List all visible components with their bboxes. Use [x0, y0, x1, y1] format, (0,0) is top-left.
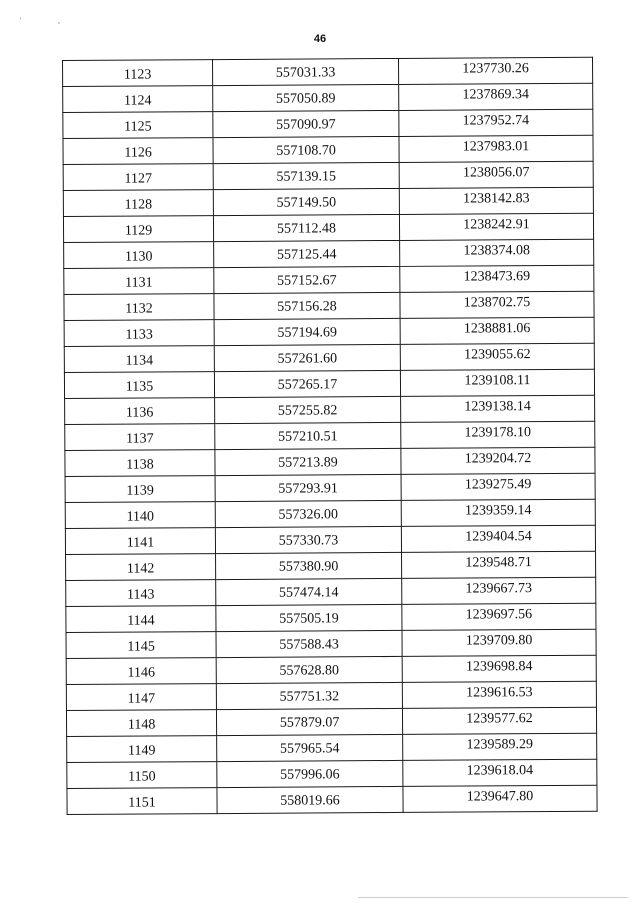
cell-text: 1239138.14	[464, 398, 531, 415]
cell-text: 557194.69	[277, 324, 337, 341]
table-row	[64, 343, 594, 372]
cell-text: 1137	[126, 430, 154, 447]
x-coordinate-cell	[213, 162, 399, 189]
table-row	[65, 525, 595, 554]
y-coordinate-cell	[399, 109, 593, 136]
x-coordinate-cell	[217, 760, 403, 787]
x-coordinate-cell	[216, 630, 402, 657]
cell-text: 1148	[127, 716, 156, 733]
cell-text: 1237869.34	[462, 86, 530, 103]
cell-text: 557380.90	[278, 558, 339, 575]
x-coordinate-cell	[213, 136, 399, 163]
x-coordinate-cell	[215, 396, 401, 423]
cell-text: 1146	[127, 664, 156, 681]
table-row	[65, 395, 595, 424]
cell-text: 557149.50	[276, 194, 337, 211]
y-coordinate-cell	[402, 603, 596, 630]
y-coordinate-cell	[401, 421, 595, 448]
y-coordinate-cell	[403, 733, 597, 760]
x-coordinate-cell	[216, 578, 402, 605]
y-coordinate-cell	[401, 525, 595, 552]
cell-text: 1141	[126, 534, 155, 551]
y-coordinate-cell	[401, 395, 595, 422]
x-coordinate-cell	[214, 318, 400, 345]
cell-text: 557125.44	[276, 246, 337, 263]
cell-text: 1239618.04	[466, 762, 534, 779]
x-coordinate-cell	[215, 448, 401, 475]
x-coordinate-cell	[213, 188, 399, 215]
y-coordinate-cell	[401, 499, 595, 526]
cell-text: 1239589.29	[466, 736, 533, 753]
x-coordinate-cell	[215, 526, 401, 553]
cell-text: 1237730.26	[462, 60, 529, 77]
y-coordinate-cell	[399, 161, 593, 188]
x-coordinate-cell	[215, 500, 401, 527]
table-row	[63, 57, 593, 86]
y-coordinate-cell	[399, 83, 593, 110]
point-number-cell	[65, 476, 215, 503]
point-number-cell	[63, 216, 213, 243]
x-coordinate-cell	[216, 604, 402, 631]
cell-text: 1239548.71	[465, 554, 532, 571]
scan-edge-line	[358, 897, 628, 898]
point-number-cell	[67, 788, 217, 815]
cell-text: 557628.80	[279, 662, 340, 679]
point-number-cell	[63, 138, 213, 165]
point-number-cell	[64, 372, 214, 399]
cell-text: 1135	[125, 378, 154, 395]
cell-text: 1124	[123, 92, 152, 109]
cell-text: 557108.70	[276, 142, 336, 159]
table-row	[63, 213, 593, 242]
table-row	[66, 655, 596, 684]
x-coordinate-cell	[214, 292, 400, 319]
y-coordinate-cell	[400, 317, 594, 344]
cell-text: 1238142.83	[463, 190, 530, 207]
x-coordinate-cell	[214, 266, 400, 293]
y-coordinate-cell	[400, 239, 594, 266]
x-coordinate-cell	[215, 422, 401, 449]
cell-text: 557210.51	[278, 428, 338, 445]
y-coordinate-cell	[402, 551, 596, 578]
point-number-cell	[67, 736, 217, 763]
table-row	[66, 681, 596, 710]
cell-text: 1123	[123, 66, 152, 83]
point-number-cell	[66, 658, 216, 685]
y-coordinate-cell	[400, 369, 594, 396]
cell-text: 1238374.08	[463, 242, 530, 259]
cell-text: 557213.89	[278, 454, 338, 471]
cell-text: 557505.19	[279, 610, 339, 627]
cell-text: 557156.28	[277, 298, 337, 315]
x-coordinate-cell	[217, 786, 403, 813]
point-number-cell	[64, 294, 214, 321]
cell-text: 1239577.62	[466, 710, 533, 727]
x-coordinate-cell	[216, 552, 402, 579]
y-coordinate-cell	[403, 785, 597, 812]
table-row	[66, 603, 596, 632]
table-row	[65, 447, 595, 476]
x-coordinate-cell	[214, 370, 400, 397]
cell-text: 557965.54	[279, 740, 340, 757]
cell-text: 557330.73	[278, 532, 339, 549]
cell-text: 1239709.80	[465, 632, 533, 649]
cell-text: 557112.48	[276, 220, 337, 237]
y-coordinate-cell	[402, 707, 596, 734]
y-coordinate-cell	[402, 655, 596, 682]
cell-text: 1239616.53	[466, 684, 533, 701]
cell-text: 1239275.49	[464, 476, 532, 493]
cell-text: 1150	[128, 768, 156, 785]
x-coordinate-cell	[217, 734, 403, 761]
cell-text: 558019.66	[280, 792, 340, 809]
cell-text: 1239404.54	[465, 528, 532, 545]
cell-text: 557996.06	[280, 766, 340, 783]
point-number-cell	[63, 112, 213, 139]
cell-text: 1238473.69	[463, 268, 531, 285]
x-coordinate-cell	[216, 682, 402, 709]
point-number-cell	[66, 606, 216, 633]
cell-text: 1147	[127, 690, 156, 707]
scan-mark: ,	[58, 16, 60, 25]
cell-text: 1143	[126, 586, 155, 603]
cell-text: 1125	[124, 118, 152, 135]
cell-text: 1140	[126, 508, 155, 525]
cell-text: 1136	[125, 404, 154, 421]
cell-text: 1239108.11	[464, 372, 531, 389]
x-coordinate-cell	[215, 474, 401, 501]
table-row	[66, 629, 596, 658]
table-row	[64, 317, 594, 346]
point-number-cell	[65, 424, 215, 451]
coordinates-table-container	[62, 57, 597, 815]
cell-text: 557090.97	[276, 116, 336, 133]
table-row	[67, 733, 597, 762]
cell-text: 557474.14	[278, 584, 339, 601]
cell-text: 557031.33	[275, 64, 336, 81]
y-coordinate-cell	[400, 343, 594, 370]
y-coordinate-cell	[402, 577, 596, 604]
cell-text: 1131	[125, 274, 153, 291]
page-number: 46	[313, 33, 327, 45]
cell-text: 557152.67	[277, 272, 337, 289]
y-coordinate-cell	[399, 213, 593, 240]
point-number-cell	[65, 450, 215, 477]
cell-text: 1149	[127, 742, 156, 759]
table-row	[66, 551, 596, 580]
cell-text: 1238242.91	[463, 216, 530, 233]
cell-text: 1238056.07	[462, 164, 530, 181]
table-row	[65, 421, 595, 450]
cell-text: 557050.89	[275, 90, 336, 107]
cell-text: 1239698.84	[465, 658, 533, 675]
cell-text: 1133	[125, 326, 153, 343]
cell-text: 1239667.73	[465, 580, 533, 597]
point-number-cell	[65, 398, 215, 425]
table-row	[63, 161, 593, 190]
point-number-cell	[63, 164, 213, 191]
point-number-cell	[66, 580, 216, 607]
cell-text: 1239697.56	[465, 606, 533, 623]
cell-text: 1237983.01	[462, 138, 530, 155]
table-row	[63, 109, 593, 138]
point-number-cell	[66, 632, 216, 659]
y-coordinate-cell	[398, 57, 592, 84]
cell-text: 557326.00	[278, 506, 339, 523]
scan-mark: '	[20, 16, 22, 25]
point-number-cell	[64, 242, 214, 269]
point-number-cell	[64, 268, 214, 295]
point-number-cell	[67, 762, 217, 789]
x-coordinate-cell	[213, 214, 399, 241]
y-coordinate-cell	[401, 447, 595, 474]
y-coordinate-cell	[403, 759, 597, 786]
coordinates-table	[62, 57, 598, 815]
table-row	[67, 785, 597, 814]
cell-text: 1145	[127, 638, 155, 655]
x-coordinate-cell	[214, 240, 400, 267]
y-coordinate-cell	[402, 681, 596, 708]
y-coordinate-cell	[400, 265, 594, 292]
cell-text: 557265.17	[277, 376, 338, 393]
table-row	[64, 369, 594, 398]
x-coordinate-cell	[216, 708, 402, 735]
cell-text: 1142	[126, 560, 155, 577]
table-row	[64, 239, 594, 268]
table-row	[64, 291, 594, 320]
point-number-cell	[66, 710, 216, 737]
table-row	[66, 707, 596, 736]
cell-text: 1239055.62	[464, 346, 531, 363]
cell-text: 1238702.75	[463, 294, 531, 311]
cell-text: 557139.15	[276, 168, 337, 185]
cell-text: 557879.07	[279, 714, 340, 731]
x-coordinate-cell	[213, 84, 399, 111]
cell-text: 1127	[124, 170, 153, 187]
x-coordinate-cell	[216, 656, 402, 683]
point-number-cell	[63, 60, 213, 87]
cell-text: 1239647.80	[466, 788, 534, 805]
y-coordinate-cell	[399, 135, 593, 162]
cell-text: 1238881.06	[463, 320, 531, 337]
table-row	[64, 265, 594, 294]
cell-text: 1138	[126, 456, 154, 473]
cell-text: 1129	[124, 222, 153, 239]
x-coordinate-cell	[213, 58, 399, 85]
cell-text: 1239204.72	[464, 450, 532, 467]
table-row	[65, 473, 595, 502]
point-number-cell	[66, 684, 216, 711]
point-number-cell	[65, 502, 215, 529]
table-row	[63, 83, 593, 112]
cell-text: 1139	[126, 482, 154, 499]
y-coordinate-cell	[400, 291, 594, 318]
table-row	[63, 187, 593, 216]
y-coordinate-cell	[402, 629, 596, 656]
cell-text: 1151	[128, 794, 156, 811]
y-coordinate-cell	[401, 473, 595, 500]
cell-text: 557293.91	[278, 480, 338, 497]
cell-text: 1132	[125, 300, 153, 317]
cell-text: 1126	[124, 144, 152, 161]
point-number-cell	[64, 346, 214, 373]
cell-text: 557261.60	[277, 350, 338, 367]
cell-text: 1144	[127, 612, 155, 629]
point-number-cell	[65, 528, 215, 555]
table-row	[63, 135, 593, 164]
x-coordinate-cell	[214, 344, 400, 371]
point-number-cell	[66, 554, 216, 581]
cell-text: 557751.32	[279, 688, 340, 705]
point-number-cell	[63, 190, 213, 217]
x-coordinate-cell	[213, 110, 399, 137]
table-row	[66, 577, 596, 606]
cell-text: 1237952.74	[462, 112, 530, 129]
cell-text: 1239359.14	[464, 502, 532, 519]
cell-text: 557588.43	[279, 636, 339, 653]
y-coordinate-cell	[399, 187, 593, 214]
coordinates-table-body	[63, 57, 598, 814]
point-number-cell	[63, 86, 213, 113]
cell-text: 1130	[124, 248, 153, 265]
table-row	[67, 759, 597, 788]
table-row	[65, 499, 595, 528]
point-number-cell	[64, 320, 214, 347]
cell-text: 557255.82	[277, 402, 338, 419]
cell-text: 1128	[124, 196, 153, 213]
cell-text: 1134	[125, 352, 154, 369]
cell-text: 1239178.10	[464, 424, 532, 441]
